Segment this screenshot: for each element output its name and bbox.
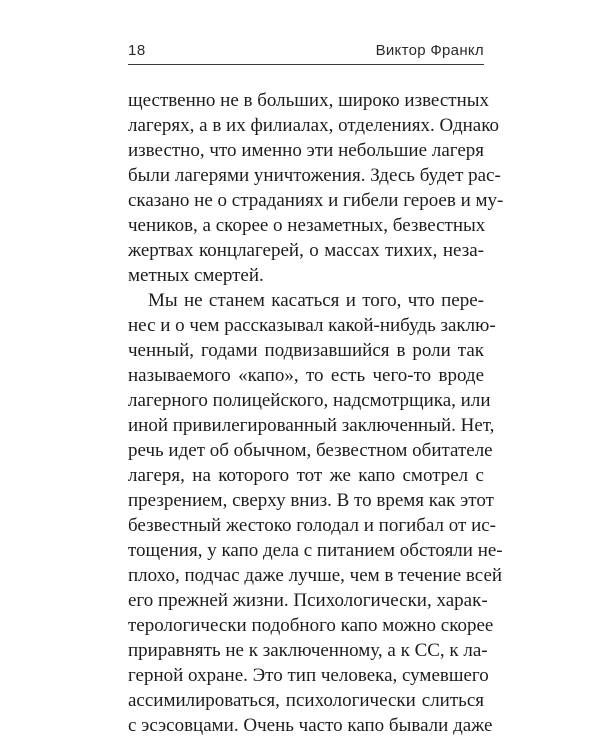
text-line: Мы не станем касаться и того, что пере-: [148, 290, 484, 311]
running-head: [128, 38, 484, 60]
text-line: ассимилироваться, психологически слиться: [128, 690, 484, 711]
text-line: презрением, сверху вниз. В то время как этот: [128, 490, 494, 511]
text-line: сказано не о страданиях и гибели героев и му-: [128, 190, 504, 211]
text-line: называемого «капо», то есть чего-то вроде: [128, 365, 484, 386]
running-title: Виктор Франкл: [375, 42, 484, 59]
text-line: речь идет об обычном, безвестном обитателе: [128, 440, 493, 461]
text-line: его прежней жизни. Психологически, харак-: [128, 590, 488, 611]
text-line: нес и о чем рассказывал какой-нибудь заклю-: [128, 315, 496, 336]
text-line: чеников, а скорее о незаметных, безвестных: [128, 215, 486, 236]
text-line: ченный, годами подвизавшийся в роли так: [128, 340, 484, 361]
text-line: с эсэсовцами. Очень часто капо бывали даже: [128, 715, 493, 736]
text-line: метных смертей.: [128, 265, 264, 286]
header-rule: [128, 64, 484, 65]
text-line: лагерях, а в их филиалах, отделениях. Однако: [128, 115, 499, 136]
text-line: герной охране. Это тип человека, сумевшего: [128, 665, 489, 686]
text-line: плохо, подчас даже лучше, чем в течение всей: [128, 565, 503, 586]
body-text: [128, 88, 504, 738]
text-line: жертвах концлагерей, о массах тихих, неза-: [128, 240, 484, 261]
text-line: безвестный жестоко голодал и погибал от ис-: [128, 515, 497, 536]
text-line: щественно не в больших, широко известных: [128, 90, 490, 111]
text-line: терологически подобного капо можно скорее: [128, 615, 494, 636]
text-line: приравнять не к заключенному, а к СС, к ла-: [128, 640, 488, 661]
text-line: известно, что именно эти небольшие лагеря: [128, 140, 484, 161]
text-line: тощения, у капо дела с питанием обстояли не-: [128, 540, 503, 561]
text-line: лагеря, на которого тот же капо смотрел с: [128, 465, 484, 486]
text-line: были лагерями уничтожения. Здесь будет рас-: [128, 165, 501, 186]
text-line: иной привилегированный заключенный. Нет,: [128, 415, 495, 436]
page-number: 18: [128, 42, 146, 59]
text-line: лагерного полицейского, надсмотрщика, или: [128, 390, 491, 411]
